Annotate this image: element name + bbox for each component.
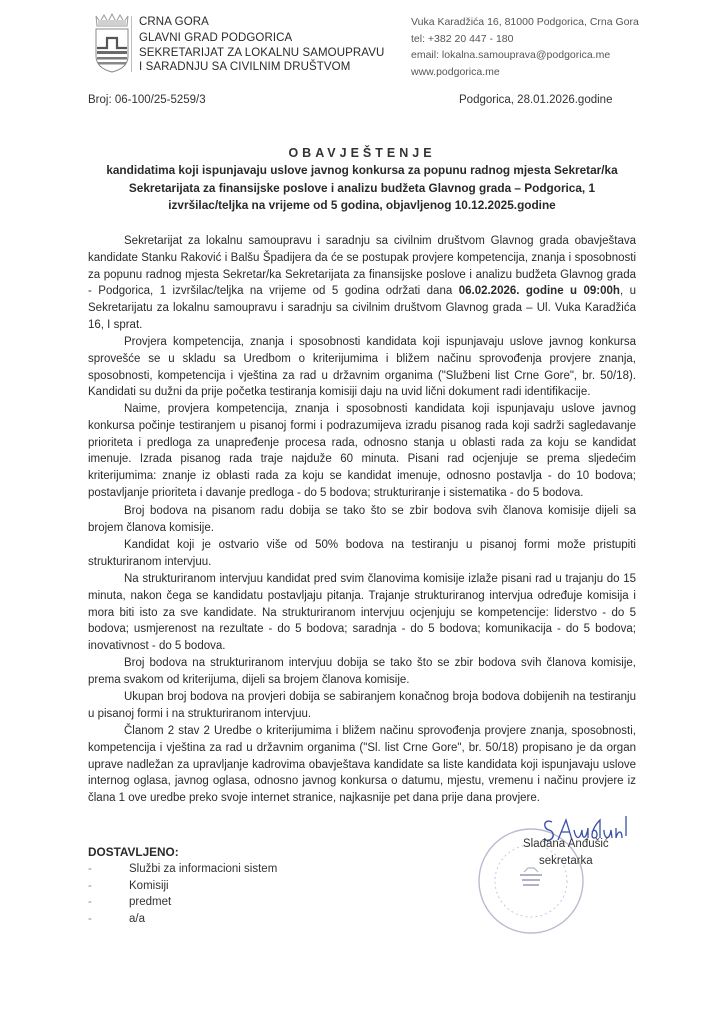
p5-text: Kandidat koji je ostvario više od 50% bodova na testiranju u pisanoj formi može pristupiti strukturiranom intervjuu. — [88, 539, 636, 568]
institution-header — [139, 14, 384, 74]
paragraph-2 — [88, 334, 636, 401]
paragraph-9 — [88, 723, 636, 807]
p1-text-b: , u Sekretarijatu za lokalnu samoupravu i saradnju sa civilnim društvom Glavnog grada – Ul. Vuka Karadžića 16, I sprat. — [88, 285, 636, 331]
secretariat-name-line1: SEKRETARIJAT ZA LOKALNU SAMOUPRAVU — [139, 47, 385, 59]
paragraph-5 — [88, 537, 636, 571]
paragraph-1 — [88, 233, 636, 334]
coat-of-arms-icon — [92, 12, 132, 74]
p6-text: Na strukturiranom intervjuu kandidat pred svim članovima komisije izlaže pisani rad u trajanju do 15 minuta, nakon čega se kandidatu postavljaju pitanja. Trajanje strukturiranog intervjua određuje komisija i mora biti isto za sve kandidate. Na strukturiranom intervjuu ocjenjuju se kompetencije: liderstvo - do 5 bodova; usmjerenost na rezultate - do 5 bodova; saradnja - do 5 bodova; komunikacija - do 5 bodova; inovativnost - do 5 bodova. — [88, 573, 636, 653]
p3-text: Naime, provjera kompetencija, znanja i sposobnosti kandidata koji ispunjavaju uslove javnog konkursa počinje testiranjem u pisanoj formi i podrazumijeva izradu pisanog rada koji sadrži sagledavanje prioriteta i predloga za unapređenje procesa rada, odnosno stanja u oblasti rada za koju se kandidat imenuje. Izrada pisanog rada traje najduže 60 minuta. Pisani rad ocjenjuje se prema sljedećim kriterijumima: znanje iz oblasti rada za koju se kandidat imenuje, odnosno postavlja - do 10 bodova; postavljanje prioriteta i davanje predloga - do 5 bodova; strukturiranje i sistematika - do 5 bodova. — [88, 403, 636, 499]
contact-info — [411, 14, 639, 80]
header-divider — [131, 16, 132, 72]
place-date: Podgorica, 28.01.2026.godine — [459, 94, 613, 106]
secretariat-name-line2: I SARADNJU SA CIVILNIM DRUŠTVOM — [139, 61, 351, 73]
distribution-item: - Komisiji — [88, 879, 169, 892]
email: email: lokalna.samouprava@podgorica.me — [411, 49, 611, 61]
document-subtitle: kandidatima koji ispunjavaju uslove javnog konkursa za popunu radnog mjesta Sekretar/ka Sekretarijata za finansijske poslove i analizu budžeta Glavnog grada – Podgorica, 1 izvršilac/teljka na vrijeme od 5 godina, objavljenog 10.12.2025.godine — [106, 163, 618, 212]
p4-text: Broj bodova na pisanom radu dobija se tako što se zbir bodova svih članova komisije dijeli sa brojem članova komisije. — [88, 505, 636, 534]
signatory-name: Slađana Anđušić — [523, 838, 609, 850]
p8-text: Ukupan broj bodova na provjeri dobija se sabiranjem konačnog broja bodova dobijenih na testiranju u pisanoj formi i na strukturiranom intervjuu. — [88, 691, 636, 720]
signatory-role: sekretarka — [539, 855, 593, 867]
country-name: CRNA GORA — [139, 16, 209, 28]
distribution-title: DOSTAVLJENO: — [88, 845, 179, 859]
distribution-list — [88, 861, 277, 927]
p1-date-time: 06.02.2026. godine u 09:00h — [458, 285, 620, 298]
p7-text: Broj bodova na strukturiranom intervjuu dobija se tako što se zbir bodova svih članova komisije, prema svakom od kriterijuma, dijeli sa brojem članova komisije. — [88, 657, 636, 686]
distribution-item: - Službi za informacioni sistem — [88, 863, 278, 875]
document-title: OBAVJEŠTENJE — [288, 146, 436, 160]
phone: tel: +382 20 447 - 180 — [411, 32, 514, 45]
p9-text: Članom 2 stav 2 Uredbe o kriterijumima i bližem načinu sprovođenja provjere znanja, sposobnosti, kompetencija i vještina za rad u državnim organima ("Sl. list Crne Gore", br. 50/18) propisano je da organ uprave nadležan za upravljanje kadrovima obavještava kandidate sa liste kandidata koji ispunjavaju uslove internog oglasa, javnog oglasa, odnosno javnog konkursa o datumu, mjestu, vremenu i načinu provjere iz člana 1 ove uredbe preko svoje internet stranice, najkasnije pet dana prije dana provjere. — [88, 725, 636, 805]
paragraph-7 — [88, 655, 636, 689]
paragraph-3 — [88, 401, 636, 502]
p2-text: Provjera kompetencija, znanja i sposobnosti kandidata koji ispunjavaju uslove javnog konkursa sprovešće se u skladu sa Uredbom o kriterijumima i bližem načinu sprovođenja provjere znanja, sposobnosti, kompetencija i vještina za rad u državnim organima ("Službeni list Crne Gore", br. 50/18). Kandidati su dužni da prije početka testiranja komisiji daju na uvid lični dokument radi identifikacije. — [88, 336, 636, 399]
distribution-item: - a/a — [88, 912, 145, 925]
document-number: Broj: 06-100/25-5259/3 — [88, 94, 206, 106]
website: www.podgorica.me — [411, 65, 500, 78]
paragraph-4 — [88, 503, 636, 537]
p1-text-a: Sekretarijat za lokalnu samoupravu i saradnju sa civilnim društvom Glavnog grada obavještava kandidate Stanku Raković i Balšu Špadijera da će se postupak provjere kompetencija, znanja i sposobnosti za popunu radnog mjesta Sekretar/ka Sekretarijata za finansijske poslove i analizu budžeta Glavnog grada - Podgorica, 1 izvršilac/teljka na vrijeme od 5 godina održati dana — [88, 235, 636, 298]
city-name: GLAVNI GRAD PODGORICA — [139, 32, 293, 44]
paragraph-6 — [88, 571, 636, 655]
address: Vuka Karadžića 16, 81000 Podgorica, Crna Gora — [411, 16, 639, 28]
paragraph-8 — [88, 689, 636, 723]
distribution-item: - predmet — [88, 896, 172, 908]
